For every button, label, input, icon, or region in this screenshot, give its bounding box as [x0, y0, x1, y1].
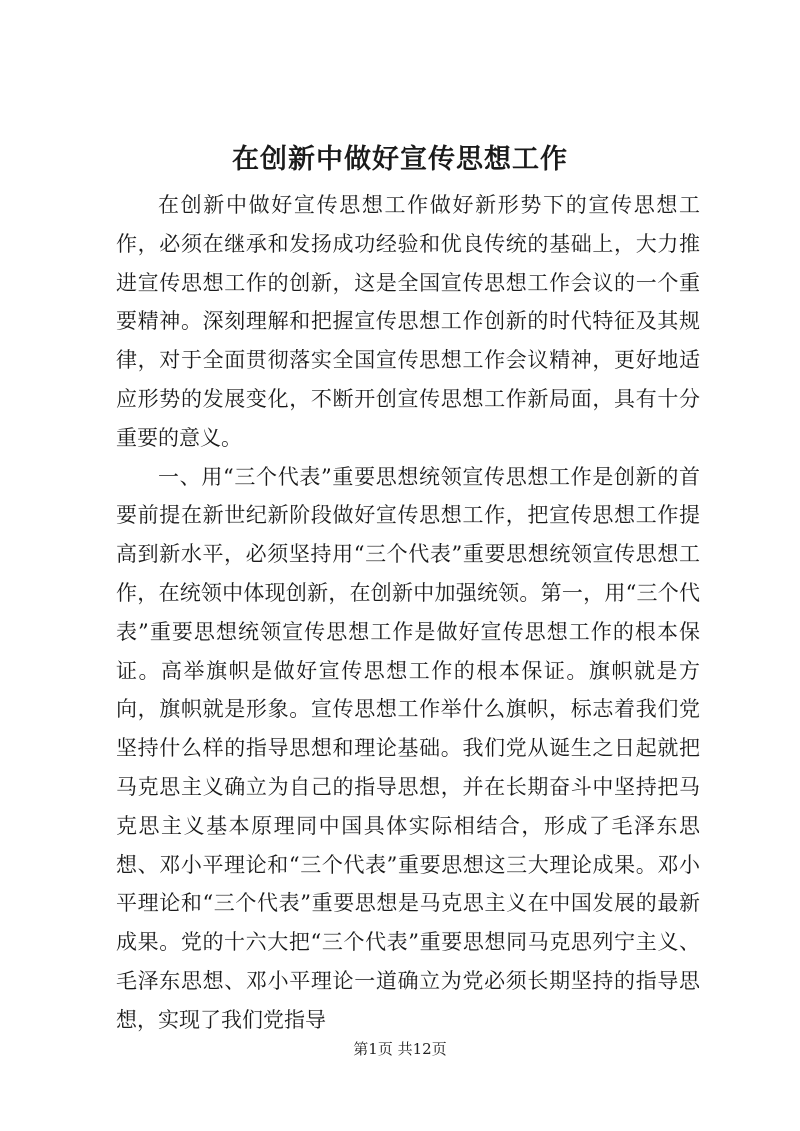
- paragraph-intro: 在创新中做好宣传思想工作做好新形势下的宣传思想工作，必须在继承和发扬成功经验和优良传统的基础上，大力推进宣传思想工作的创新，这是全国宣传思想工作会议的一个重要精神。深刻理解和把握宣传思想工作创新的时代特征及其规律，对于全面贯彻落实全国宣传思想工作会议精神，更好地适应形势的发展变化，不断开创宣传思想工作新局面，具有十分重要的意义。: [116, 193, 700, 450]
- page-footer: 第1页 共12页: [353, 1040, 447, 1058]
- document-body: [116, 186, 700, 1040]
- document-title: 在创新中做好宣传思想工作: [232, 144, 568, 175]
- paragraph-section-one: 一、用“三个代表”重要思想统领宣传思想工作是创新的首要前提在新世纪新阶段做好宣传思想工作，把宣传思想工作提高到新水平，必须坚持用“三个代表”重要思想统领宣传思想工作，在统领中体现创新，在创新中加强统领。第一，用“三个代表”重要思想统领宣传思想工作是做好宣传思想工作的根本保证。高举旗帜是做好宣传思想工作的根本保证。旗帜就是方向，旗帜就是形象。宣传思想工作举什么旗帜，标志着我们党坚持什么样的指导思想和理论基础。我们党从诞生之日起就把马克思主义确立为自己的指导思想，并在长期奋斗中坚持把马克思主义基本原理同中国具体实际相结合，形成了毛泽东思想、邓小平理论和“三个代表”重要思想这三大理论成果。邓小平理论和“三个代表”重要思想是马克思主义在中国发展的最新成果。党的十六大把“三个代表”重要思想同马克思列宁主义、毛泽东思想、邓小平理论一道确立为党必须长期坚持的指导思想，实现了我们党指导: [116, 464, 700, 1032]
